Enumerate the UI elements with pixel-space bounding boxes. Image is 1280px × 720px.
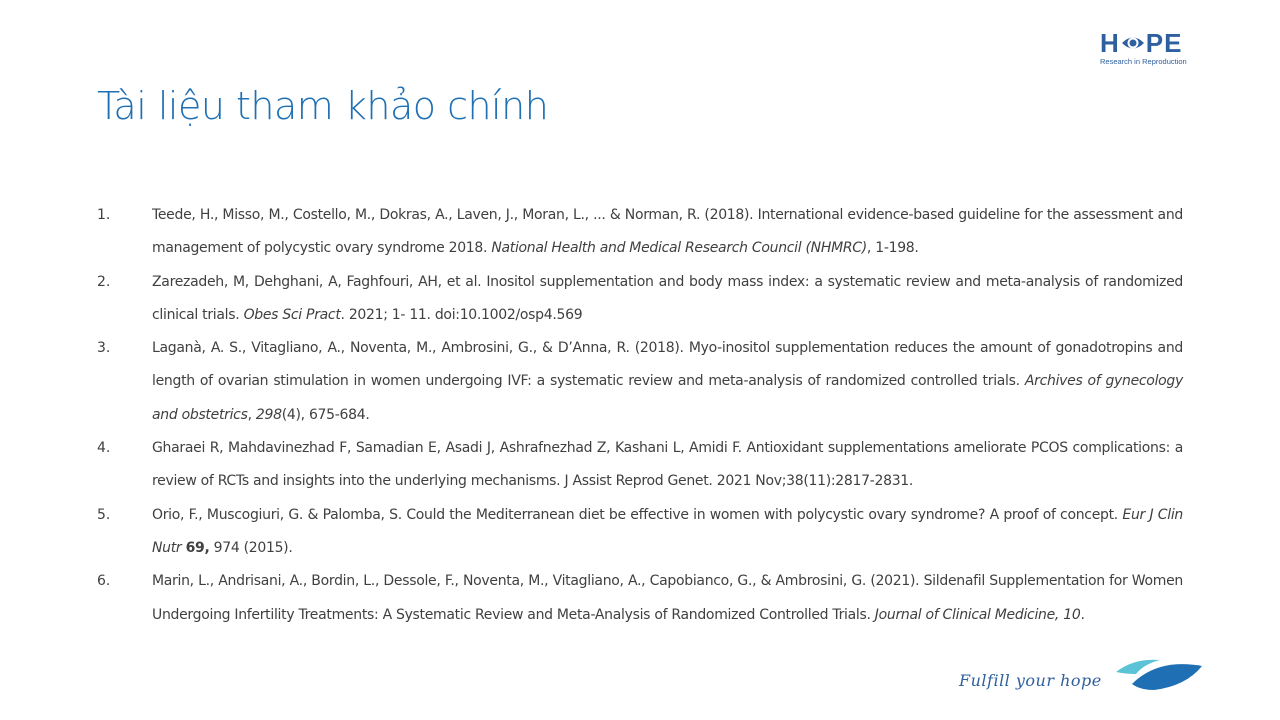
reference-text-segment: . <box>1080 606 1085 623</box>
reference-text <box>152 266 1183 333</box>
reference-text-segment: Laganà, A. S., Vitagliano, A., Noventa, M., Ambrosini, G., & D’Anna, R. (2018). Myo-inositol supplementation reduces the amount of gonadotropins and length of ovarian stimulation in women undergoing IVF: a systematic review and meta-analysis of randomized controlled trials. <box>152 340 1183 390</box>
reference-item <box>97 199 1183 266</box>
reference-text-segment: (4), 675-684. <box>281 406 370 423</box>
eye-icon <box>1121 33 1145 53</box>
reference-text-segment: Teede, H., Misso, M., Costello, M., Dokras, A., Laven, J., Moran, L., ... & Norman, R. (2018). International evidence-based guideline for the assessment and management of polycystic ovary syndrome 2018. <box>152 207 1183 257</box>
reference-text-segment: National Health and Medical Research Council (NHMRC) <box>491 240 867 257</box>
reference-text-segment: Journal of Clinical Medicine, 10 <box>874 606 1081 623</box>
reference-item <box>97 432 1183 499</box>
footer-tagline: Fulfill your hope <box>959 671 1102 690</box>
reference-item <box>97 266 1183 333</box>
reference-text-segment: Eur J Clin Nutr <box>152 506 1184 556</box>
logo-letters-pe: PE <box>1145 28 1183 58</box>
reference-text-segment: Gharaei R, Mahdavinezhad F, Samadian E, Asadi J, Ashrafnezhad Z, Kashani L, Amidi F. Antioxidant supplementations ameliorate PCOS complications: a review of RCTs and insights into the underlying mechanisms. J Assist Reprod Genet. 2021 Nov;38(11):2817-2831. <box>152 440 1183 490</box>
reference-text-segment: Obes Sci Pract <box>243 306 341 323</box>
reference-item <box>97 332 1183 432</box>
reference-text <box>152 199 1183 266</box>
reference-text-segment: Orio, F., Muscogiuri, G. & Palomba, S. Could the Mediterranean diet be effective in women with polycystic ovary syndrome? A proof of concept. <box>152 506 1123 523</box>
reference-item <box>97 565 1183 632</box>
reference-number: 1. <box>97 207 111 223</box>
reference-item <box>97 499 1183 566</box>
reference-number: 4. <box>97 440 111 457</box>
reference-text-segment: Archives of gynecology and obstetrics <box>152 373 1183 423</box>
reference-text <box>152 565 1183 632</box>
reference-text-segment: Zarezadeh, M, Dehghani, A, Faghfouri, AH, et al. Inositol supplementation and body mass index: a systematic review and meta-analysis of randomized clinical trials. <box>152 273 1183 323</box>
page-title: Tài liệu tham khảo chính <box>97 84 549 128</box>
reference-text <box>152 432 1183 499</box>
reference-text-segment: 298 <box>255 406 282 423</box>
logo-subtitle: Research in Reproduction <box>1100 57 1187 66</box>
reference-text <box>152 332 1183 432</box>
reference-text-segment: 974 (2015). <box>209 539 293 556</box>
hope-logo <box>1100 30 1204 64</box>
logo-letter-h: H <box>1100 28 1120 58</box>
reference-number: 5. <box>97 506 111 523</box>
reference-text-segment: , <box>247 406 256 423</box>
reference-number: 6. <box>97 573 111 590</box>
reference-list <box>97 199 1183 632</box>
reference-text-segment: , 1-198. <box>866 240 919 257</box>
reference-number: 3. <box>97 340 111 357</box>
reference-text-segment: 69, <box>185 539 210 556</box>
reference-text-segment: Marin, L., Andrisani, A., Bordin, L., Dessole, F., Noventa, M., Vitagliano, A., Capobianco, G., & Ambrosini, G. (2021). Sildenafil Supplementation for Women Undergoing Infertility Treatments: A Systematic Review and Meta-Analysis of Randomized Controlled Trials. <box>152 573 1183 623</box>
reference-text <box>152 499 1183 566</box>
reference-number: 2. <box>97 273 111 290</box>
logo-wordmark <box>1100 30 1204 56</box>
reference-text-segment: . 2021; 1- 11. doi:10.1002/osp4.569 <box>340 306 583 323</box>
wave-logo-icon <box>1114 656 1204 692</box>
